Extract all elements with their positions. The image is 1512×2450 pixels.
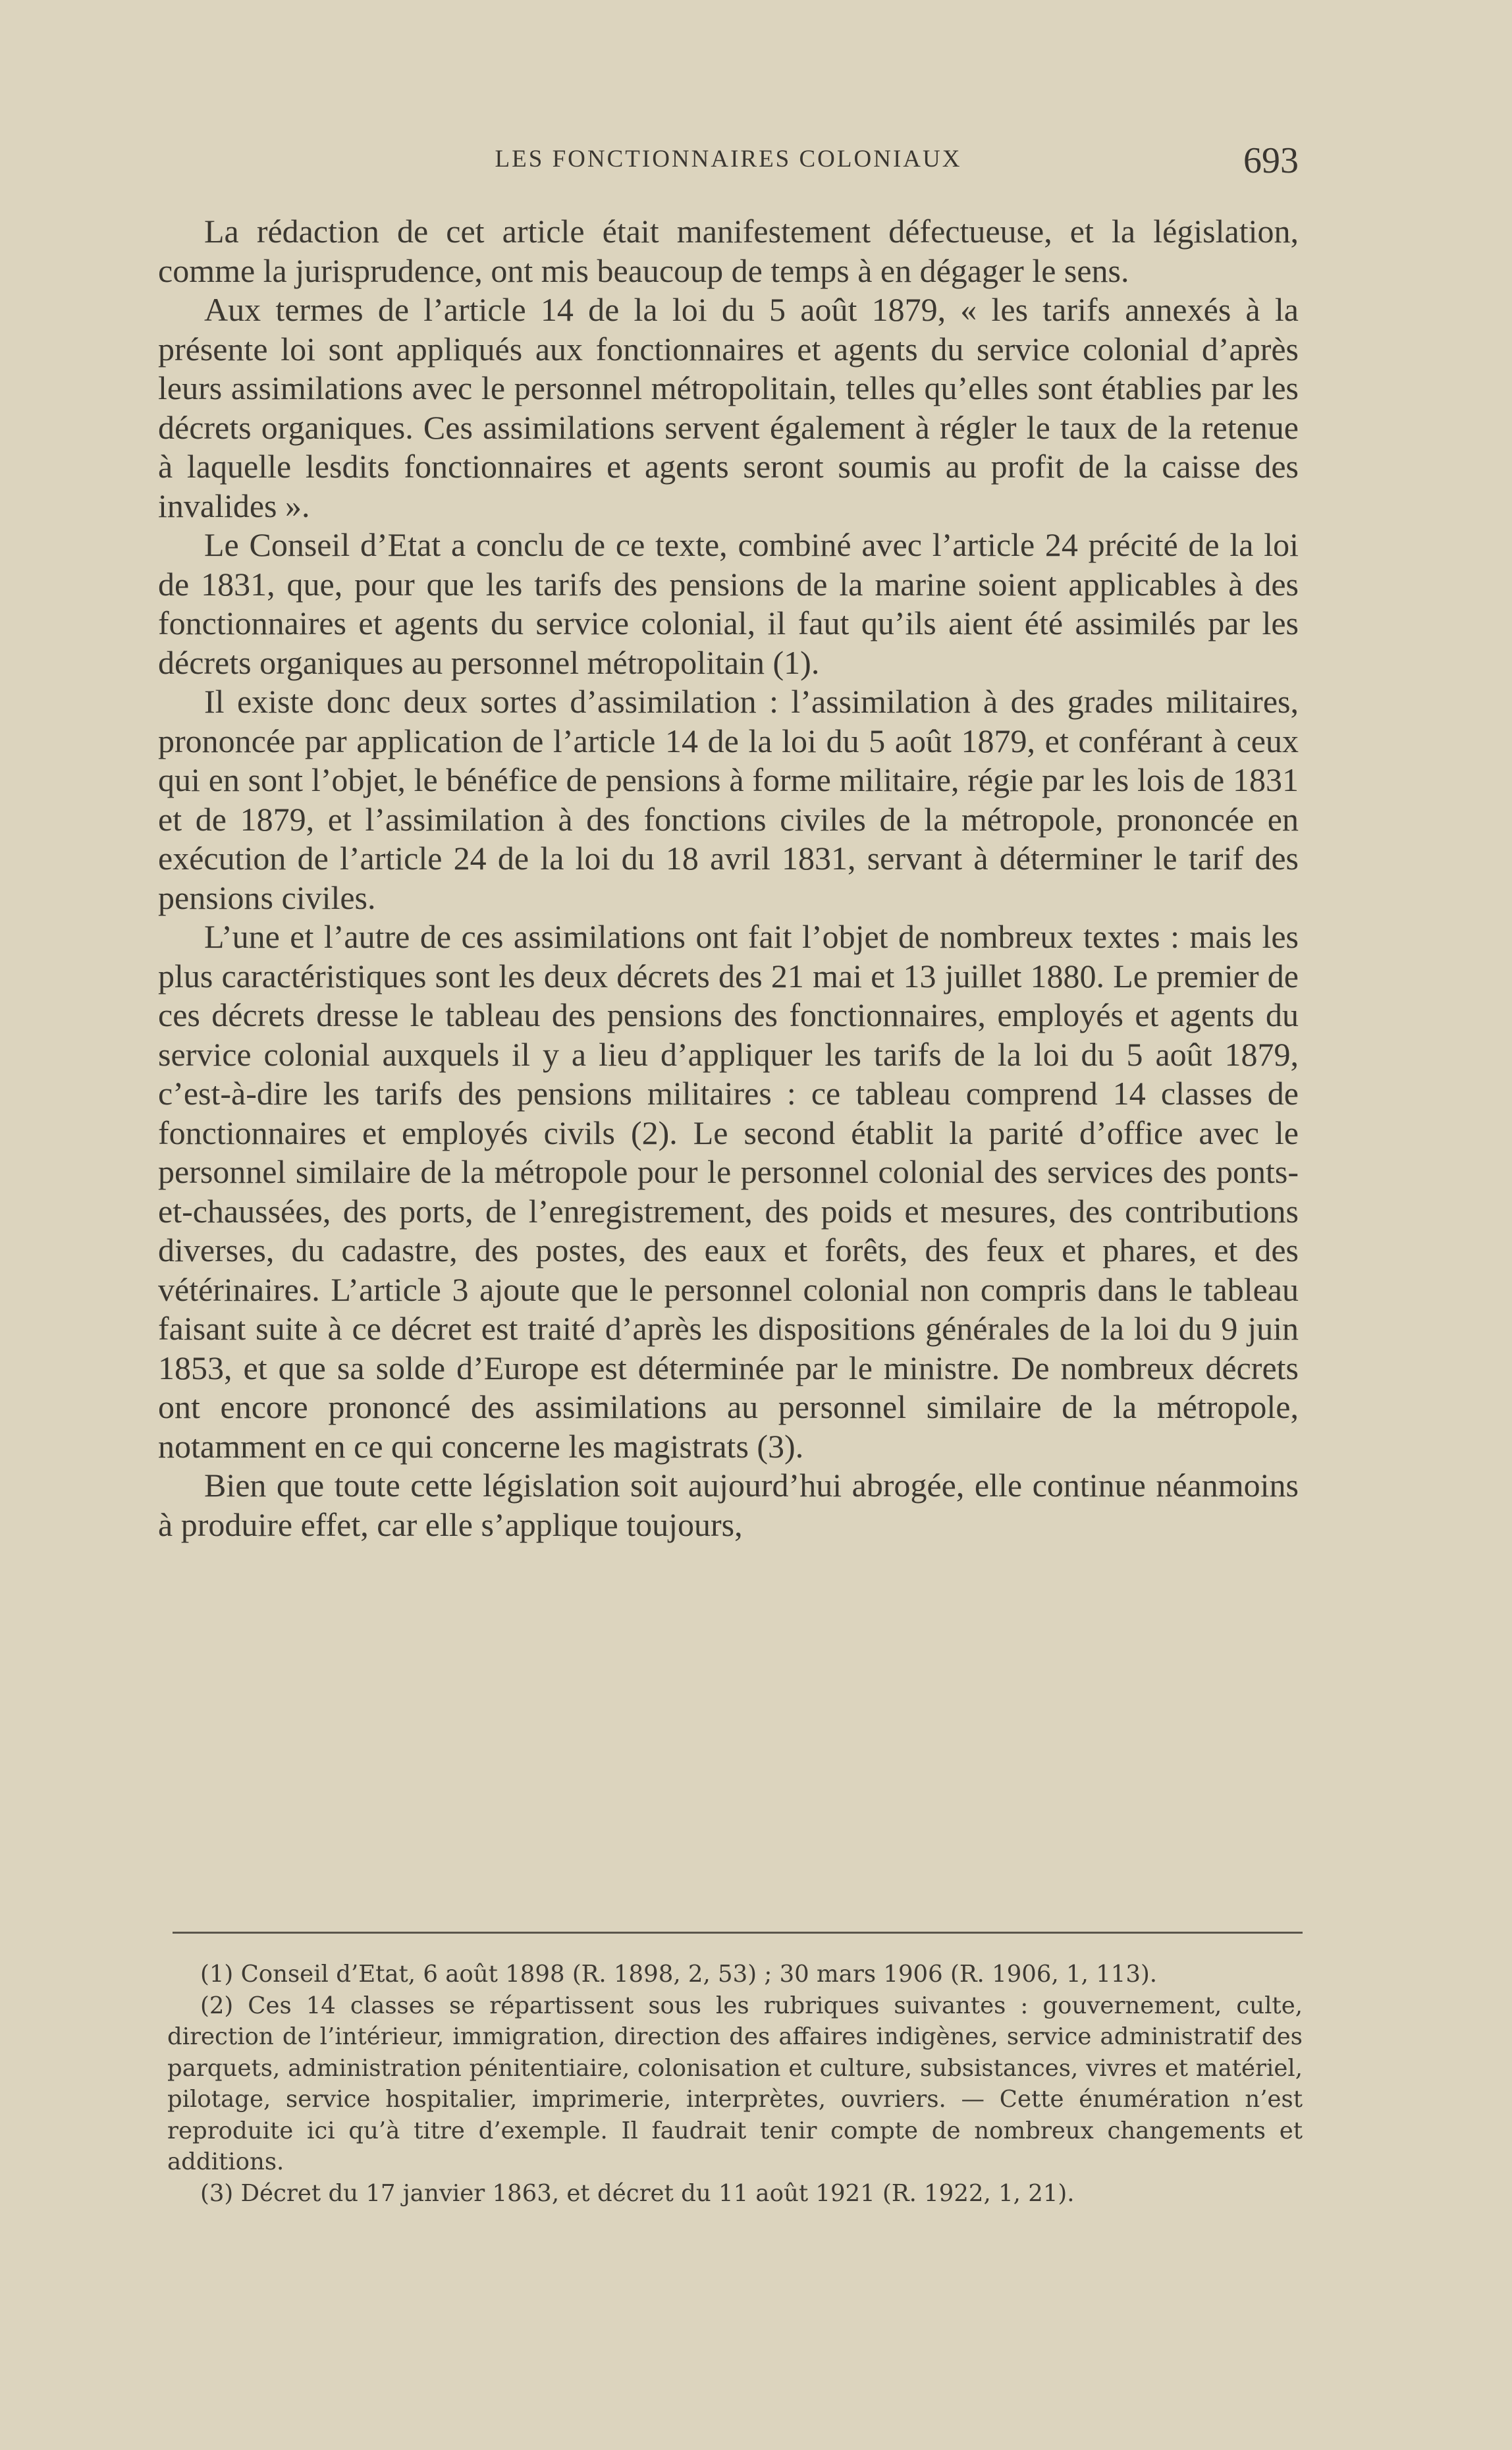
paragraph: Bien que toute cette législation soit aujourd’hui abrogée, elle continue néanmoins à produire effet, car elle s’applique toujours,	[158, 1467, 1299, 1543]
paragraph: Le Conseil d’Etat a conclu de ce texte, combiné avec l’article 24 précité de la loi de 1831, que, pour que les tarifs des pensions de la marine soient applicables à des fonctionnaires et agents du service colonial, il faut qu’ils aient été assimilés par les décrets organiques au personnel métropolitain (1).	[158, 526, 1299, 681]
footnote: (2) Ces 14 classes se répartissent sous les rubriques suivantes : gouvernement, culte, direction de l’intérieur, immigration, direction des affaires indigènes, service administratif des parquets, administration pénitentiaire, colonisation et culture, subsistances, vivres et matériel, pilotage, service hospitalier, imprimerie, interprètes, ouvriers. — Cette énumération n’est reproduite ici qu’à titre d’exemple. Il faudrait tenir compte de nombreux changements et additions.	[167, 1992, 1303, 2175]
paragraph: La rédaction de cet article était manifestement défectueuse, et la législation, comme la jurisprudence, ont mis beaucoup de temps à en dégager le sens.	[158, 213, 1299, 289]
running-title: LES FONCTIONNAIRES COLONIAUX	[495, 146, 962, 173]
page-number: 693	[1243, 140, 1299, 181]
footnote-divider	[173, 1932, 1303, 1934]
footnotes	[167, 1959, 1303, 2209]
body-text	[158, 212, 1299, 1544]
footnote: (3) Décret du 17 janvier 1863, et décret du 11 août 1921 (R. 1922, 1, 21).	[200, 2179, 1075, 2207]
running-header	[158, 140, 1299, 179]
paragraph: Il existe donc deux sortes d’assimilation : l’assimilation à des grades militaires, prononcée par application de l’article 14 de la loi du 5 août 1879, et conférant à ceux qui en sont l’objet, le bénéfice de pensions à forme militaire, régie par les lois de 1831 et de 1879, et l’assimilation à des fonctions civiles de la métropole, prononcée en exécution de l’article 24 de la loi du 18 avril 1831, servant à déterminer le tarif des pensions civiles.	[158, 683, 1299, 916]
footnote: (1) Conseil d’Etat, 6 août 1898 (R. 1898, 2, 53) ; 30 mars 1906 (R. 1906, 1, 113).	[200, 1961, 1158, 1988]
paragraph: L’une et l’autre de ces assimilations ont fait l’objet de nombreux textes : mais les plus caractéristiques sont les deux décrets des 21 mai et 13 juillet 1880. Le premier de ces décrets dresse le tableau des pensions des fonctionnaires, employés et agents du service colonial auxquels il y a lieu d’appliquer les tarifs de la loi du 5 août 1879, c’est-à-dire les tarifs des pensions militaires : ce tableau comprend 14 classes de fonctionnaires et employés civils (2). Le second établit la parité d’office avec le personnel similaire de la métropole pour le personnel colonial des services des ponts-et-chaussées, des ports, de l’enregistrement, des poids et mesures, des contributions diverses, du cadastre, des postes, des eaux et forêts, des feux et phares, et des vétérinaires. L’article 3 ajoute que le personnel colonial non compris dans le tableau faisant suite à ce décret est traité d’après les dispositions générales de la loi du 9 juin 1853, et que sa solde d’Europe est déterminée par le ministre. De nombreux décrets ont encore prononcé des assimilations au personnel similaire de la métropole, notamment en ce qui concerne les magistrats (3).	[158, 918, 1299, 1465]
paragraph: Aux termes de l’article 14 de la loi du 5 août 1879, « les tarifs annexés à la présente loi sont appliqués aux fonctionnaires et agents du service colonial d’après leurs assimilations avec le personnel métropolitain, telles qu’elles sont établies par les décrets organiques. Ces assimilations servent également à régler le taux de la retenue à laquelle lesdits fonctionnaires et agents seront soumis au profit de la caisse des invalides ».	[158, 291, 1299, 524]
